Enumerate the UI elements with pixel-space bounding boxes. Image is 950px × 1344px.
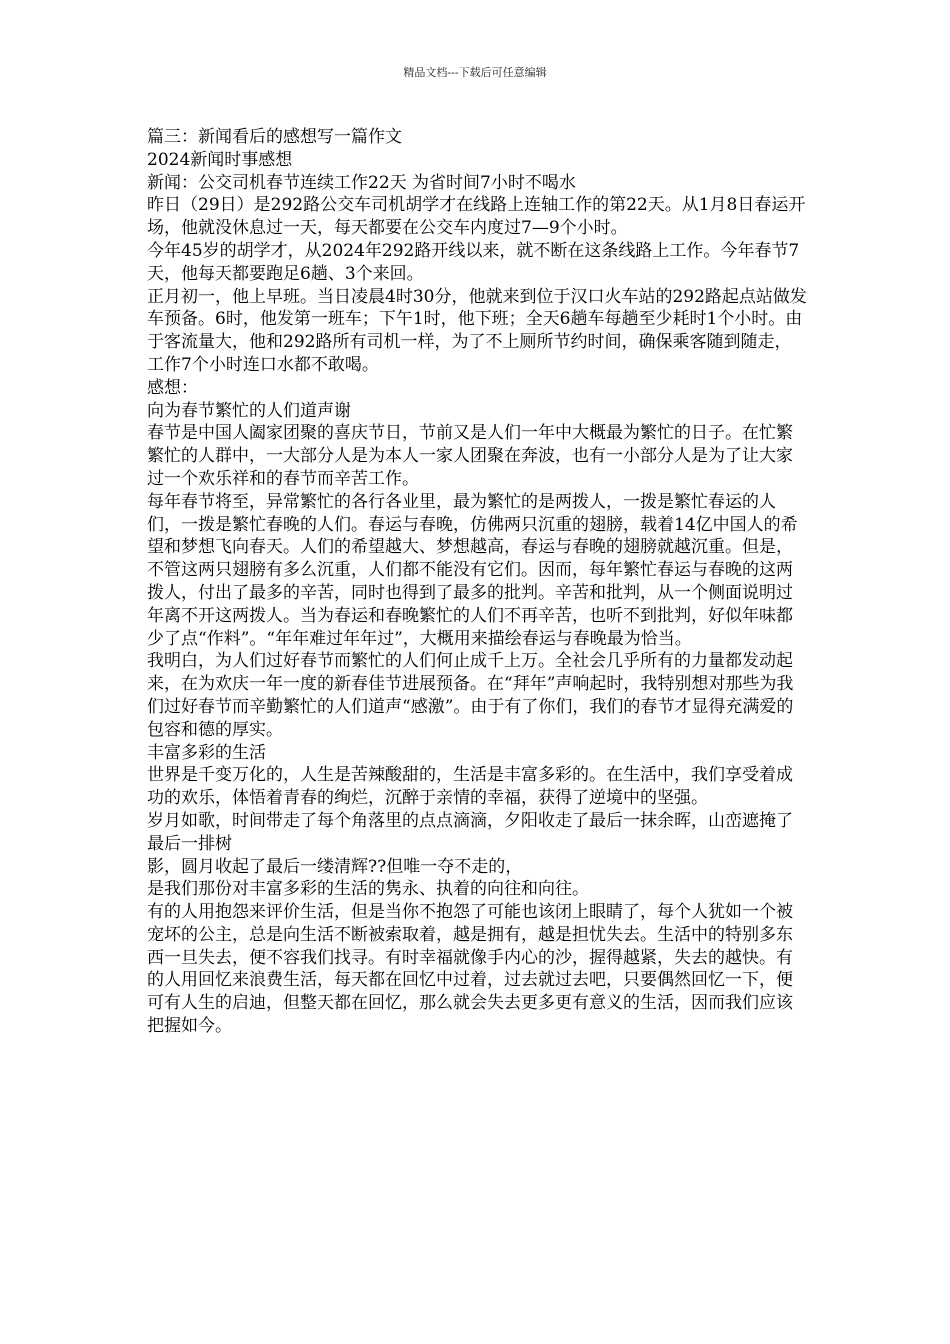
paragraph: 有的人用抱怨来评价生活，但是当你不抱怨了可能也该闭上眼睛了，每个人犹如一个被宠坏的公主，总是向生活不断被索取着，越是拥有，越是担忧失去。生活中的特别多东西一旦失去，便不容我们找寻。有时幸福就像手内心的沙，握得越紧，失去的越快。有的人用回忆来浪费生活，每天都在回忆中过着，过去就过去吧，只要偶然回忆一下，便可有人生的启迪，但整天都在回忆，那么就会失去更多更有意义的生活，因而我们应该把握如今。 <box>147 902 793 1037</box>
subheading: 丰富多彩的生活 <box>147 742 266 763</box>
paragraph: 我明白，为人们过好春节而繁忙的人们何止成千上万。全社会几乎所有的力量都发动起来，在为欢庆一年一度的新春佳节进展预备。在“拜年”声响起时，我特别想对那些为我们过好春节而辛勤繁忙的人们道声“感激”。由于有了你们，我们的春节才显得充满爱的包容和德的厚实。 <box>147 651 794 740</box>
article-title: 2024新闻时事感想 <box>147 149 293 170</box>
page-header: 精品文档---下载后可任意编辑 <box>403 66 547 79</box>
paragraph: 春节是中国人阖家团聚的喜庆节日，节前又是人们一年中大概最为繁忙的日子。在忙繁繁忙的人群中，一大部分人是为本人一家人团聚在奔波，也有一小部分人是为了让大家过一个欢乐祥和的春节而辛苦工作。 <box>147 423 793 489</box>
subheading: 感想： <box>147 377 198 398</box>
subheading: 向为春节繁忙的人们道声谢 <box>147 400 351 421</box>
section-title: 篇三：新闻看后的感想写一篇作文 <box>147 127 402 147</box>
paragraph: 世界是千变万化的，人生是苦辣酸甜的，生活是丰富多彩的。在生活中，我们享受着成功的欢乐，体悟着青春的绚烂，沉醉于亲情的幸福，获得了逆境中的坚强。 <box>147 765 793 809</box>
paragraph: 正月初一，他上早班。当日凌晨4时30分，他就来到位于汉口火车站的292路起点站做发车预备。6时，他发第一班车；下午1时，他下班；全天6趟车每趟至少耗时1个小时。由于客流量大，他和292路所有司机一样，为了不上厕所节约时间，确保乘客随到随走，工作7个小时连口水都不敢喝。 <box>147 286 807 375</box>
paragraph: 是我们那份对丰富多彩的生活的隽永、执着的向往和向往。 <box>147 879 589 900</box>
paragraph: 今年45岁的胡学才，从2024年292路开线以来，就不断在这条线路上工作。今年春节7天，他每天都要跑足6趟、3个来回。 <box>147 240 800 284</box>
document-body <box>147 126 807 1038</box>
paragraph: 影，圆月收起了最后一缕清辉??但唯一夺不走的， <box>147 856 523 877</box>
news-headline: 新闻：公交司机春节连续工作22天 为省时间7小时不喝水 <box>147 172 576 193</box>
paragraph: 昨日（29日）是292路公交车司机胡学才在线路上连轴工作的第22天。从1月8日春运开场，他就没休息过一天，每天都要在公交车内度过7—9个小时。 <box>147 195 806 239</box>
paragraph: 每年春节将至，异常繁忙的各行各业里，最为繁忙的是两拨人，一拨是繁忙春运的人们，一拨是繁忙春晚的人们。春运与春晚，仿佛两只沉重的翅膀，载着14亿中国人的希望和梦想飞向春天。人们的希望越大、梦想越高，春运与春晚的翅膀就越沉重。但是，不管这两只翅膀有多么沉重，人们都不能没有它们。因而，每年繁忙春运与春晚的这两拨人，付出了最多的辛苦，同时也得到了最多的批判。辛苦和批判，从一个侧面说明过年离不开这两拨人。当为春运和春晚繁忙的人们不再辛苦，也听不到批判，好似年味都少了点“作料”。“年年难过年年过”，大概用来描绘春运与春晚最为恰当。 <box>147 491 798 649</box>
paragraph: 岁月如歌，时间带走了每个角落里的点点滴滴，夕阳收走了最后一抹余晖，山峦遮掩了最后一排树 <box>147 810 793 854</box>
